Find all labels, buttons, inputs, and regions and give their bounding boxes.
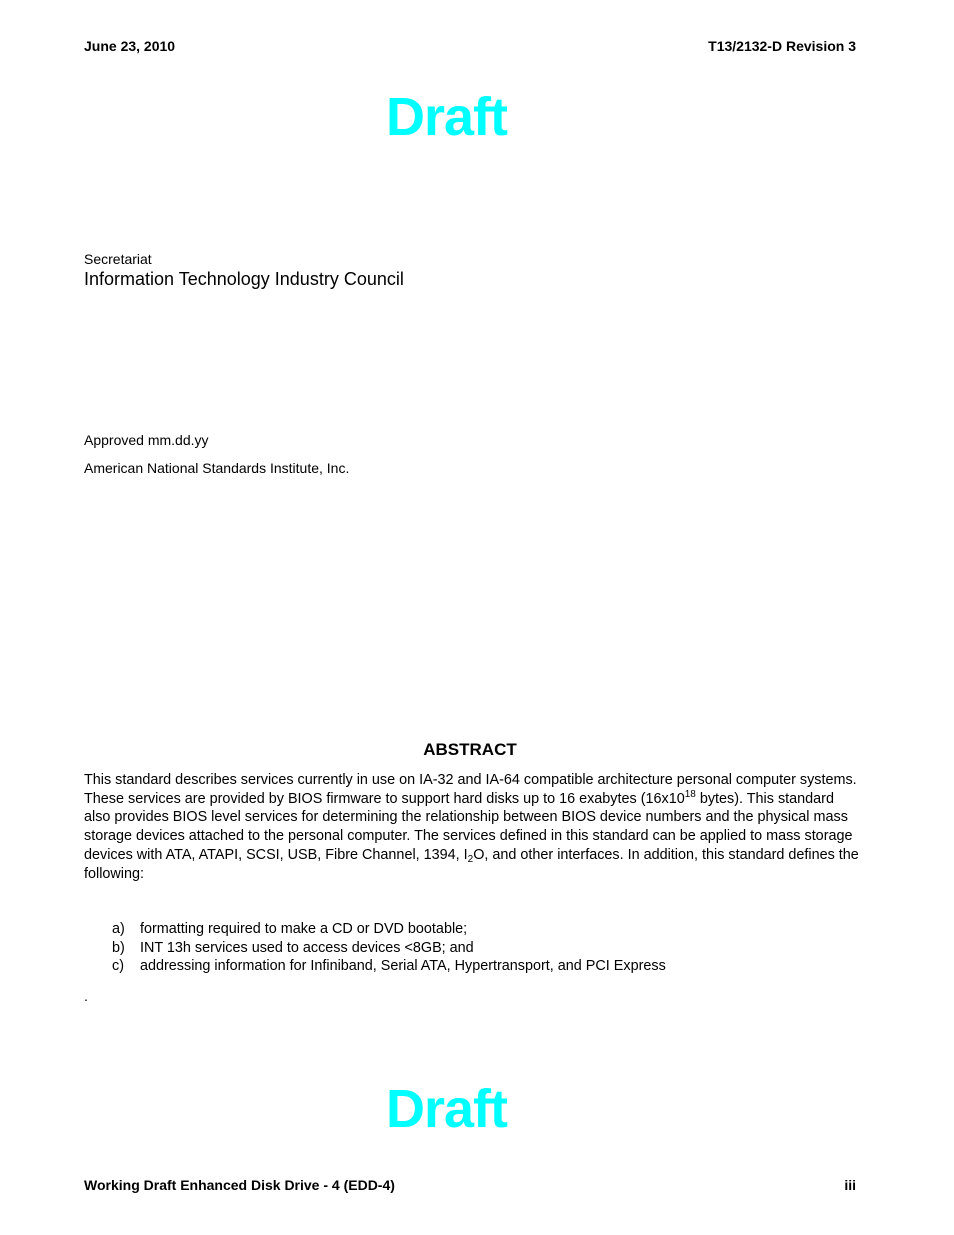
list-text: formatting required to make a CD or DVD bootable; <box>140 921 468 937</box>
abstract-text-2: bytes). This standard also provides BIOS level services for determining the relationship between BIOS device numbers and the physical mass storage devices attached to the personal computer. The services defined in this standard can be applied to mass storage devices with ATA, ATAPI, SCSI, USB, Fibre Channel, 1394, I <box>84 790 853 863</box>
secretariat-label: Secretariat <box>84 251 152 267</box>
list-marker: c) <box>112 958 124 974</box>
list-item <box>112 920 666 939</box>
list-marker: a) <box>112 921 125 937</box>
abstract-text-3: O, and other interfaces. In addition, this standard defines the following: <box>84 846 859 882</box>
abstract-paragraph <box>84 771 864 883</box>
abstract-list <box>112 920 666 976</box>
draft-watermark-bottom: Draft <box>386 1079 508 1139</box>
approval-date: Approved mm.dd.yy <box>84 432 209 448</box>
abstract-subscript: 2 <box>467 853 474 865</box>
approval-institute: American National Standards Institute, Inc. <box>84 460 350 476</box>
list-marker: b) <box>112 939 125 956</box>
list-text: addressing information for Infiniband, Serial ATA, Hypertransport, and PCI Express <box>140 958 666 974</box>
header-doc-id: T13/2132-D Revision 3 <box>708 38 856 54</box>
secretariat-organization: Information Technology Industry Council <box>84 269 404 289</box>
footer-page-number: iii <box>844 1177 856 1193</box>
footer-title: Working Draft Enhanced Disk Drive - 4 (EDD-4) <box>84 1177 395 1193</box>
draft-watermark-top: Draft <box>386 87 508 147</box>
list-item <box>112 939 666 958</box>
abstract-text-1: This standard describes services currently in use on IA-32 and IA-64 compatible architecture personal computer systems. These services are provided by BIOS firmware to support hard disks up to 16 exabytes (16x10 <box>84 772 857 807</box>
list-text: INT 13h services used to access devices <8GB; and <box>140 939 474 956</box>
abstract-exponent: 18 <box>684 788 696 800</box>
abstract-title: ABSTRACT <box>423 740 517 759</box>
header-date: June 23, 2010 <box>84 38 176 54</box>
trailing-period: . <box>84 988 88 1004</box>
list-item <box>112 957 666 976</box>
